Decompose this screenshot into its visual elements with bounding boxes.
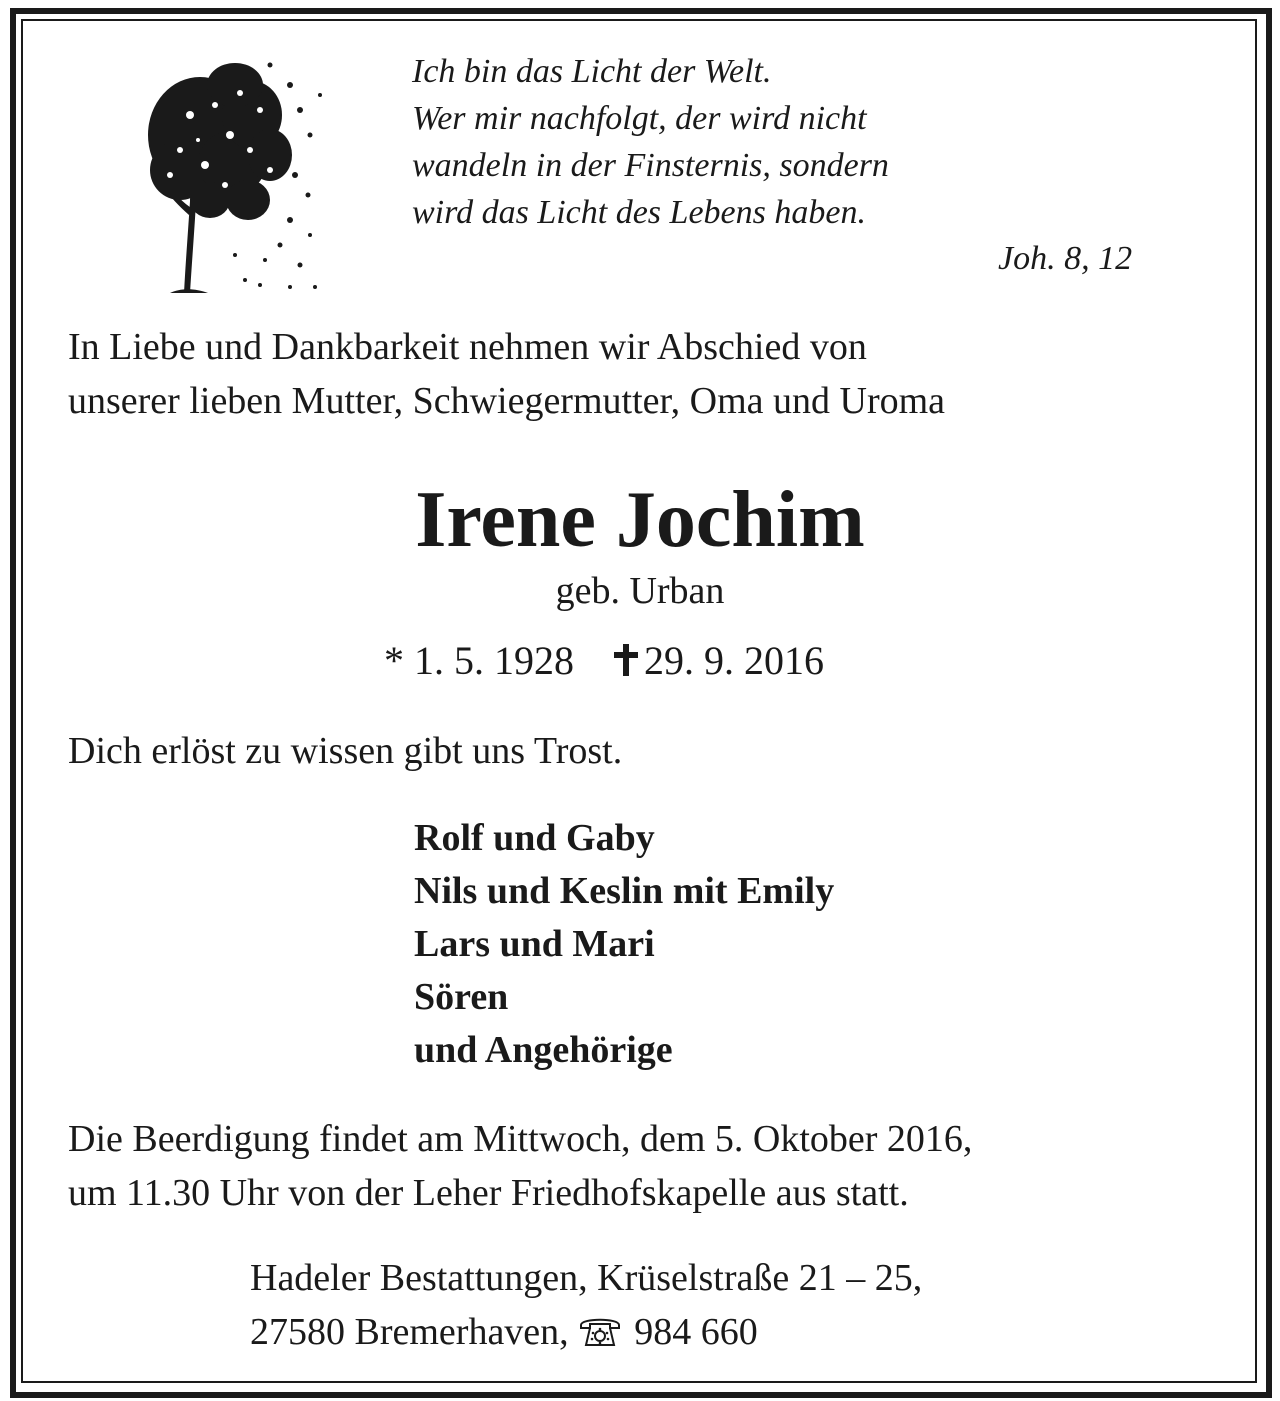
tree-icon — [140, 55, 340, 305]
intro-text — [68, 320, 945, 428]
bible-verse — [412, 48, 889, 236]
intro-line: In Liebe und Dankbarkeit nehmen wir Abschied von — [68, 326, 867, 368]
verse-line: Wer mir nachfolgt, der wird nicht — [412, 100, 867, 137]
maiden-name: geb. Urban — [555, 570, 725, 612]
birth-date: * 1. 5. 1928 — [384, 638, 574, 683]
funeral-line: Die Beerdigung findet am Mittwoch, dem 5. Oktober 2016, — [68, 1118, 973, 1160]
family-member: Rolf und Gaby — [414, 817, 655, 859]
telephone-icon — [578, 1314, 622, 1348]
family-member: und Angehörige — [414, 1029, 673, 1071]
verse-line: Ich bin das Licht der Welt. — [412, 53, 772, 90]
funeral-notice — [68, 1112, 972, 1220]
comfort-line: Dich erlöst zu wissen gibt uns Trost. — [68, 730, 623, 772]
phone-number: 984 660 — [634, 1311, 758, 1353]
undertaker-line: Hadeler Bestattungen, Krüselstraße 21 – 25, — [250, 1257, 923, 1299]
verse-line: wandeln in der Finsternis, sondern — [412, 147, 889, 184]
undertaker-city: 27580 Bremerhaven, — [250, 1311, 569, 1353]
family-member: Lars und Mari — [414, 923, 655, 965]
deceased-name: Irene Jochim — [415, 476, 865, 564]
undertaker-address — [250, 1251, 922, 1359]
family-member: Nils und Keslin mit Emily — [414, 870, 835, 912]
intro-line: unserer lieben Mutter, Schwiegermutter, Oma und Uroma — [68, 380, 946, 422]
death-date: 29. 9. 2016 — [644, 638, 824, 683]
family-list — [414, 812, 834, 1077]
verse-reference: Joh. 8, 12 — [998, 240, 1133, 277]
life-dates — [384, 634, 824, 688]
family-member: Sören — [414, 976, 509, 1018]
cross-icon — [614, 644, 638, 676]
undertaker-contact — [250, 1305, 922, 1359]
funeral-line: um 11.30 Uhr von der Leher Friedhofskapelle aus statt. — [68, 1172, 909, 1214]
verse-line: wird das Licht des Lebens haben. — [412, 194, 866, 231]
